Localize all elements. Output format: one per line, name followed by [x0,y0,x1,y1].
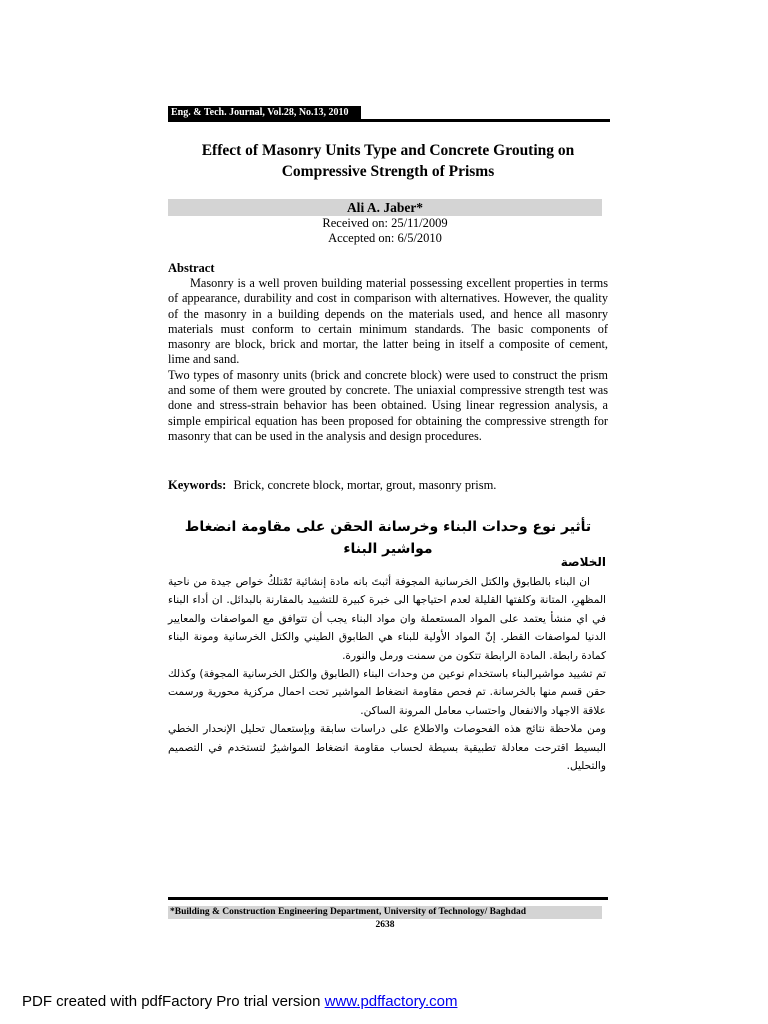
abstract-paragraph-2: Two types of masonry units (brick and concrete block) were used to construct the prism and some of them were grouted by concrete. The uniaxial compressive strength test was done and stress-strain behavior has been obtained. Using linear regression analysis, a simple empirical equation has been proposed for obtaining the compressive strength for masonry that can be used in the analysis and design procedures. [168,367,608,443]
pdf-banner-text: PDF created with pdfFactory Pro trial version [22,993,321,1010]
journal-citation: Eng. & Tech. Journal, Vol.28, No.13, 2010 [168,106,361,119]
paper-title [168,140,608,182]
pdf-creator-banner [22,992,457,1012]
received-date: Received on: 25/11/2009 [322,216,448,230]
abstract-paragraph-1: Masonry is a well proven building material possessing excellent properties in terms of appearance, durability and cost in comparison with alternatives. However, the quality of the masonry in a building depends on the materials used, and hence all masonry materials must conform to certain minimum standards. The basic components of masonry are block, brick and mortar, the latter being in itself a composite of cement, lime and sand. [168,276,608,367]
keywords-label: Keywords: [168,478,227,492]
arabic-paragraph-3: ومن ملاحظة نتائج هذه الفحوصات والاطلاع على دراسات سابقة وبإستعمال تحليل الإنحدار الخطي البسيط اقترحت معادلة تطبيقية بسيطة لحساب مقاومة انضغاط المواشيرُ لتستخدم في التصميم والتحليل. [168,723,606,773]
author-name: Ali A. Jaber* [346,200,424,215]
title-line-1: Effect of Masonry Units Type and Concrete Grouting on [201,142,575,159]
page-number: 2638 [375,920,395,930]
title-line-2: Compressive Strength of Prisms [281,163,495,180]
arabic-paragraph-1: ان البناء بالطابوق والكتل الخرسانية المجوفة أثبتَ بانه مادة إنشائية تَمْتلكُ خواص جيدة من ناحية المظهرِ، المتانة وكلفتها القليلة لعدم احتياجها الى خبرة كبيرة للتشييد بالمقارنة بالبدائل. ان أداء البناء في اي منشأ يعتمد على المواد المستعملة وان مواد البناء يجب أن تتوافق مع المواصفات والمعايير الدنيا لمواصفات القطر. إنّ المواد الأولية للبناء هي الطابوق الطيني والكتل الخرسانية ومونة البناء كمادة رابطة. المادة الرابطة تتكون من سمنت ورمل والنورة. [168,576,606,662]
abstract-heading: Abstract [168,261,215,275]
header-rule [168,119,610,122]
accepted-date: Accepted on: 6/5/2010 [328,231,442,245]
keywords-text: Brick, concrete block, mortar, grout, masonry prism. [233,478,497,492]
arabic-abstract-body [168,573,606,775]
abstract-body [168,276,608,444]
pdffactory-link[interactable]: www.pdffactory.com [324,993,458,1010]
keywords [168,478,608,493]
arabic-paragraph-2: تم تشييد مواشيرالبناء باستخدام نوعين من وحدات البناء (الطابوق والكتل الخرسانية المجوفة) وكذلك حقن قسم منها بالخرسانة. تم فحص مقاومة انضغاط المواشير تحت احمال مركزية محورية ورسمت علاقة الاجهاد والانفعال واحتساب معامل المرونة الساكن. [168,668,606,717]
footer-rule [168,897,608,900]
author-affiliation: *Building & Construction Engineering Department, University of Technology/ Baghdad [170,907,527,917]
submission-dates [168,216,602,246]
arabic-abstract-heading: الخلاصة [560,555,606,569]
arabic-title: تأثير نوع وحدات البناء وخرسانة الحقن على مقاومة انضغاط مواشير البناء [184,519,592,557]
